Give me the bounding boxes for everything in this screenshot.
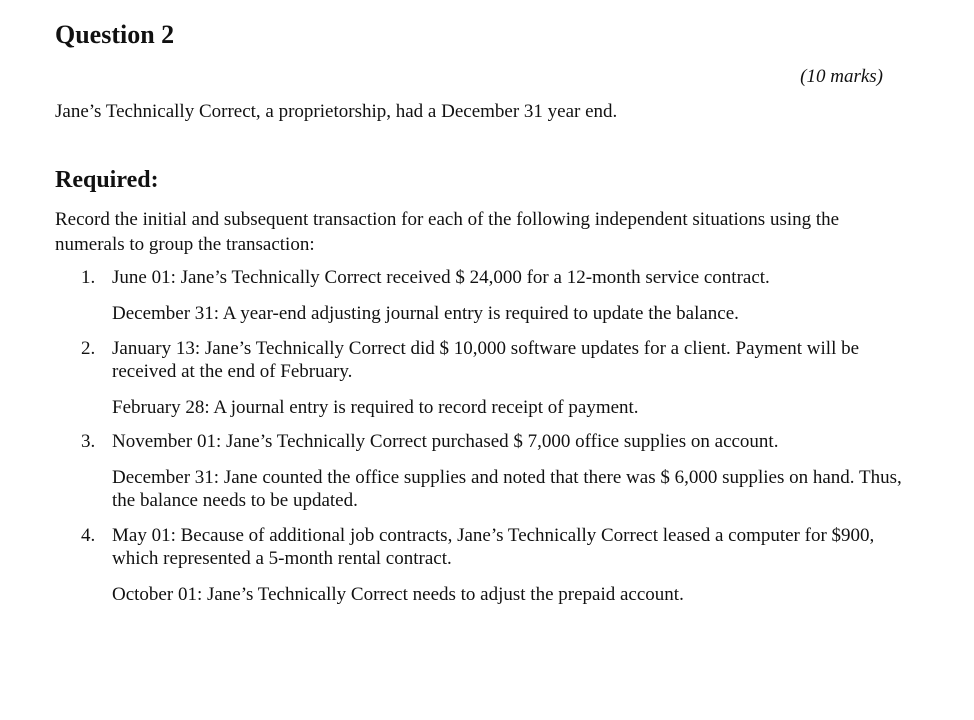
item-subsequent-transaction: December 31: A year-end adjusting journal entry is required to update the balance. (112, 303, 739, 324)
item-initial-transaction: November 01: Jane’s Technically Correct purchased $ 7,000 office supplies on account. (112, 431, 779, 452)
marks-label: (10 marks) (800, 66, 883, 87)
item-number: 1. (81, 267, 96, 288)
item-subsequent-transaction: February 28: A journal entry is required to record receipt of payment. (112, 397, 639, 418)
list-item (55, 524, 915, 606)
required-instructions: Record the initial and subsequent transaction for each of the following independent situations using the numerals to group the transaction: (55, 209, 840, 255)
item-number: 2. (81, 338, 96, 359)
list-item (55, 430, 915, 512)
item-subsequent-transaction: December 31: Jane counted the office supplies and noted that there was $ 6,000 supplies on hand. Thus, the balance needs to be updated. (112, 467, 902, 511)
list-item (55, 266, 915, 325)
item-initial-transaction: January 13: Jane’s Technically Correct did $ 10,000 software updates for a client. Payment will be received at the end of February. (112, 338, 860, 382)
item-number: 4. (81, 525, 96, 546)
required-heading: Required: (55, 167, 159, 193)
list-item (55, 337, 915, 419)
item-initial-transaction: May 01: Because of additional job contracts, Jane’s Technically Correct leased a computer for $900, which represented a 5-month rental contract. (112, 525, 875, 569)
item-number: 3. (81, 431, 96, 452)
intro-text: Jane’s Technically Correct, a proprietorship, had a December 31 year end. (55, 101, 618, 122)
question-title: Question 2 (55, 20, 175, 49)
item-subsequent-transaction: October 01: Jane’s Technically Correct needs to adjust the prepaid account. (112, 584, 684, 605)
item-initial-transaction: June 01: Jane’s Technically Correct received $ 24,000 for a 12-month service contract. (112, 267, 770, 288)
situation-list (55, 266, 915, 606)
